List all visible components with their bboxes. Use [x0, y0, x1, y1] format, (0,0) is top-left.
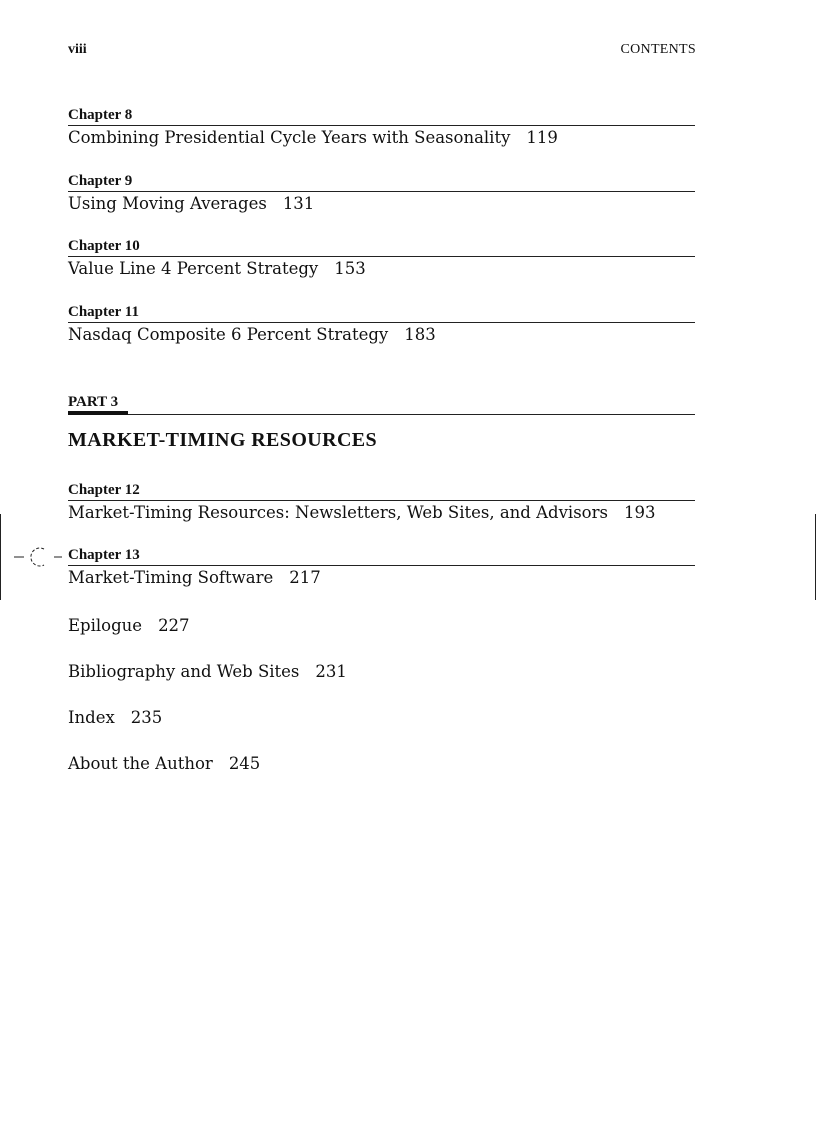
- chapter-title: Using Moving Averages: [68, 194, 267, 213]
- chapter-title: Nasdaq Composite 6 Percent Strategy: [68, 325, 389, 344]
- page-folio: viii: [68, 42, 87, 57]
- back-matter-title: About the Author: [68, 754, 213, 773]
- chapter-label: Chapter 8: [68, 107, 695, 126]
- back-matter-page-number: 227: [158, 616, 190, 635]
- part-label-rule: [68, 392, 695, 415]
- chapter-title: Market-Timing Software: [68, 568, 274, 587]
- chapter-title: Combining Presidential Cycle Years with Seasonality: [68, 128, 511, 147]
- part-heading: [68, 392, 695, 452]
- chapter-title-line: [68, 501, 695, 524]
- chapter-title-line: [68, 192, 695, 215]
- back-matter-title: Bibliography and Web Sites: [68, 662, 300, 681]
- chapter-title: Value Line 4 Percent Strategy: [68, 259, 319, 278]
- chapter-title-line: [68, 323, 695, 346]
- toc-chapter-10: [68, 238, 695, 280]
- chapter-label: Chapter 12: [68, 482, 695, 501]
- chapter-page-number: 193: [623, 503, 656, 522]
- toc-back-matter-epilogue: [68, 615, 190, 637]
- back-matter-page-number: 231: [315, 662, 347, 681]
- crop-mark-left: [0, 514, 1, 600]
- back-matter-title: Index: [68, 708, 115, 727]
- toc-chapter-9: [68, 173, 695, 215]
- toc-chapter-12: [68, 482, 695, 524]
- chapter-title-line: [68, 257, 695, 280]
- chapter-title-line: [68, 566, 695, 589]
- chapter-page-number: 183: [404, 325, 436, 344]
- toc-chapter-11: [68, 304, 695, 346]
- chapter-label: Chapter 11: [68, 304, 695, 323]
- registration-mark-icon: [14, 545, 64, 569]
- running-section-title: CONTENTS: [620, 42, 696, 57]
- part-title: MARKET-TIMING RESOURCES: [68, 429, 378, 451]
- part-accent-bar: [68, 411, 128, 415]
- toc-back-matter-index: [68, 707, 162, 729]
- running-head: [68, 42, 696, 62]
- chapter-label: Chapter 13: [68, 547, 695, 566]
- back-matter-page-number: 235: [130, 708, 163, 727]
- toc-chapter-8: [68, 107, 695, 149]
- toc-chapter-13: [68, 547, 695, 589]
- back-matter-title: Epilogue: [68, 616, 143, 635]
- chapter-label: Chapter 10: [68, 238, 695, 257]
- chapter-page-number: 131: [282, 194, 315, 213]
- part-label: PART 3: [68, 394, 119, 410]
- back-matter-page-number: 245: [228, 754, 261, 773]
- chapter-page-number: 119: [526, 128, 558, 147]
- chapter-label: Chapter 9: [68, 173, 695, 192]
- chapter-page-number: 217: [289, 568, 321, 587]
- chapter-title: Market-Timing Resources: Newsletters, Web Sites, and Advisors: [68, 503, 608, 522]
- chapter-page-number: 153: [334, 259, 366, 278]
- chapter-title-line: [68, 126, 695, 149]
- toc-back-matter-bibliography: [68, 661, 347, 683]
- toc-back-matter-about-author: [68, 753, 260, 775]
